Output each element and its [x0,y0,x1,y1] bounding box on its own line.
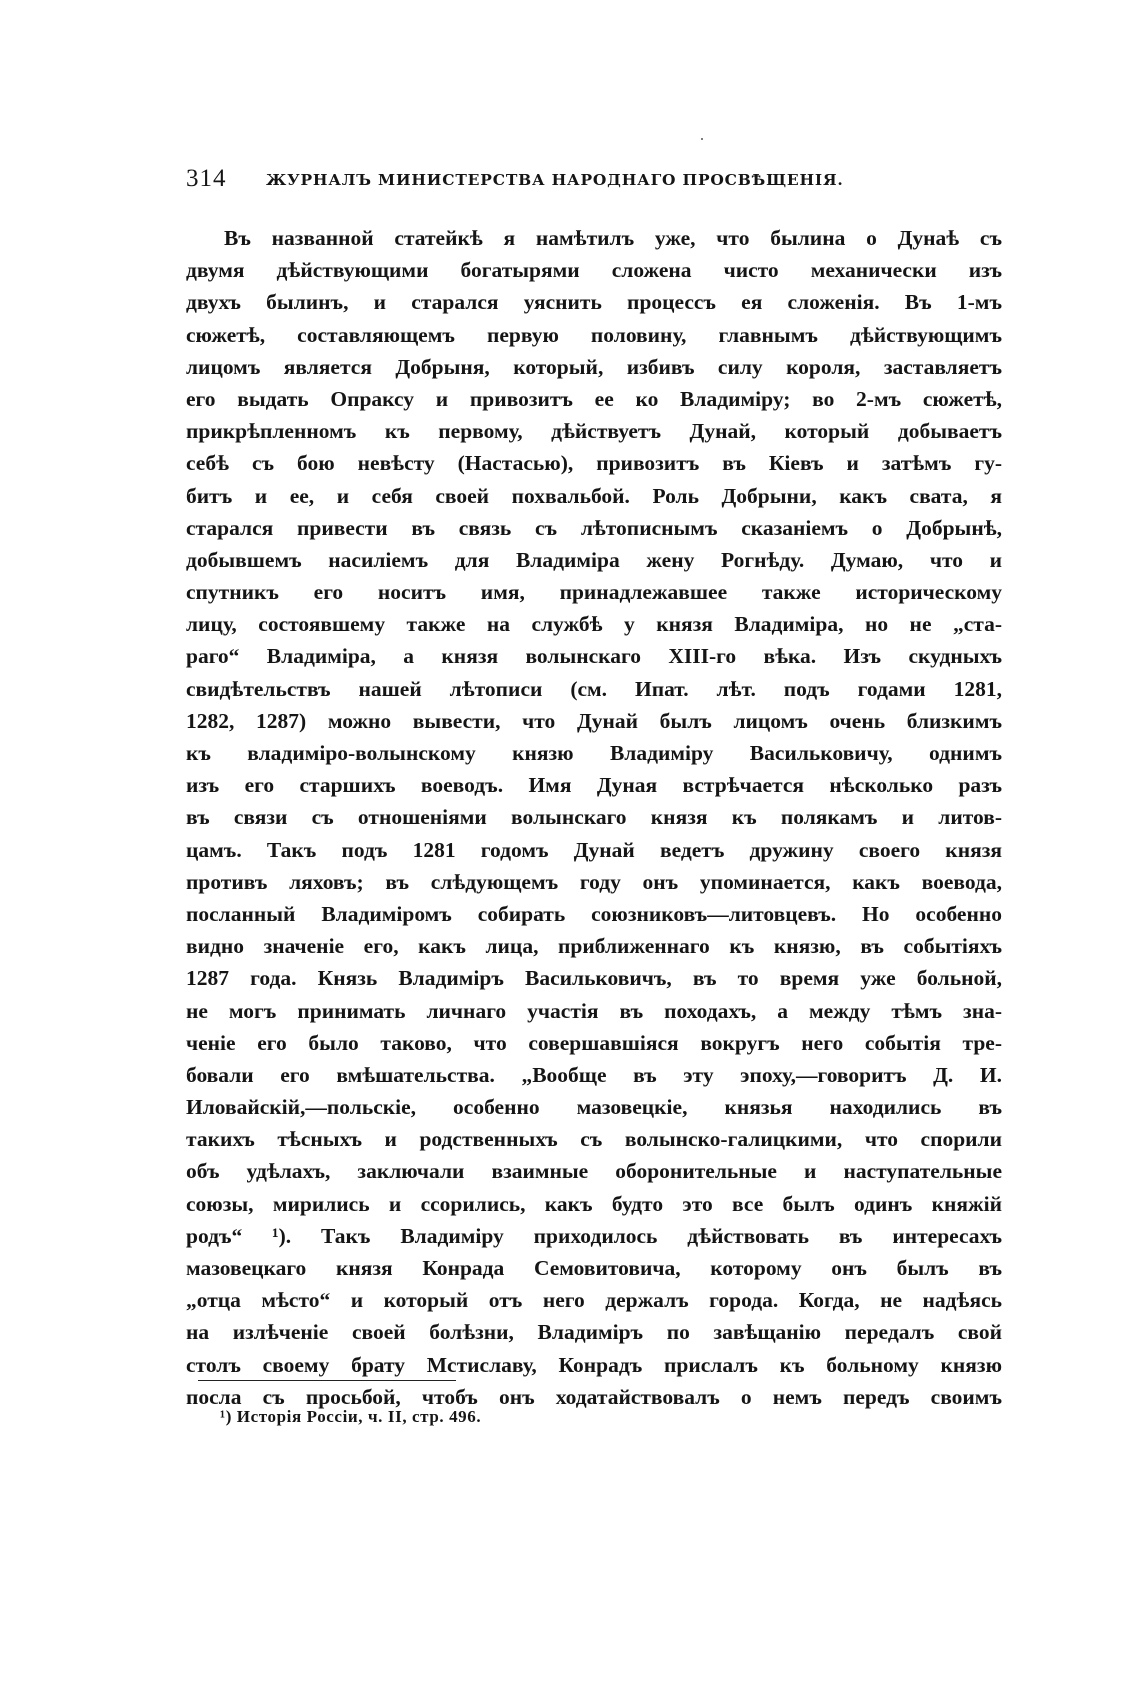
text-line: старался привести въ связь съ лѣтописнымъ сказаніемъ о Добрынѣ, [186,515,1002,540]
text-line: посланный Владиміромъ собирать союзниковъ—литовцевъ. Но особенно [186,901,1002,926]
text-line: лицу, состоявшему также на службѣ у князя Владиміра, но не „ста- [186,612,1002,637]
page-header [186,165,946,201]
text-line: прикрѣпленномъ къ первому, дѣйствуетъ Дунай, который добываетъ [186,419,1002,444]
text-line: изъ его старшихъ воеводъ. Имя Дуная встрѣчается нѣсколько разъ [186,773,1002,798]
text-line: посла съ просьбой, чтобъ онъ ходатайствовалъ о немъ передъ своимъ [186,1384,1002,1409]
page-number: 314 [186,165,227,192]
text-line: видно значеніе его, какъ лица, приближеннаго къ князю, въ событіяхъ [186,934,1002,959]
text-line: родъ“ ¹). Такъ Владиміру приходилось дѣйствовать въ интересахъ [186,1223,1002,1248]
text-line: себѣ съ бою невѣсту (Настасью), привозитъ въ Кіевъ и затѣмъ гу- [186,451,1002,476]
text-line: раго“ Владиміра, а князя волынскаго XIII-го вѣка. Изъ скудныхъ [186,644,1002,669]
text-line: лицомъ является Добрыня, который, избивъ силу короля, заставляетъ [186,354,1002,379]
text-line: Иловайскій,—польскіе, особенно мазовецкіе, князья находились въ [186,1095,1002,1120]
text-line: цамъ. Такъ подъ 1281 годомъ Дунай ведетъ дружину своего князя [186,837,1002,862]
footnote: ¹) Исторія Россіи, ч. II, стр. 496. [220,1407,482,1426]
print-speck [701,138,703,140]
text-line: союзы, мирились и ссорились, какъ будто это все былъ одинъ княжій [186,1191,1002,1216]
text-line: столъ своему брату Мстиславу, Конрадъ прислалъ къ больному князю [186,1352,1002,1377]
text-line: къ владиміро-волынскому князю Владиміру Васильковичу, однимъ [186,741,1002,765]
text-line: мазовецкаго князя Конрада Семовитовича, которому онъ былъ въ [186,1256,1002,1280]
paragraph-first-line: Въ названной статейкѣ я намѣтилъ уже, что былина о Дунаѣ съ [224,226,1002,250]
text-line: бовали его вмѣшательства. „Вообще въ эту эпоху,—говоритъ Д. И. [186,1062,1002,1087]
text-line: свидѣтельствъ нашей лѣтописи (см. Ипат. лѣт. подъ годами 1281, [186,676,1002,701]
text-line: двумя дѣйствующими богатырями сложена чисто механически изъ [186,258,1002,283]
text-line: добывшемъ насиліемъ для Владиміра жену Рогнѣду. Думаю, что и [186,547,1002,572]
footnote-rule [198,1380,456,1381]
running-title: ЖУРНАЛЪ МИНИСТЕРСТВА НАРОДНАГО ПРОСВѢЩЕНІЯ. [266,171,844,189]
text-line: двухъ былинъ, и старался уяснить процессъ ея сложенія. Въ 1-мъ [186,290,1002,315]
text-line: сюжетѣ, составляющемъ первую половину, главнымъ дѣйствующимъ [186,322,1002,347]
text-line: такихъ тѣсныхъ и родственныхъ съ волынско-галицкими, что спорили [186,1127,1002,1152]
text-line: битъ и ее, и себя своей похвальбой. Роль Добрыни, какъ свата, я [186,483,1002,508]
text-line: 1282, 1287) можно вывести, что Дунай былъ лицомъ очень близкимъ [186,708,1002,733]
text-line: въ связи съ отношеніями волынскаго князя къ полякамъ и литов- [186,805,1002,830]
text-line: его выдать Опраксу и привозитъ ее ко Владиміру; во 2-мъ сюжетѣ, [186,386,1002,411]
text-line: не могъ принимать личнаго участія въ походахъ, а между тѣмъ зна- [186,998,1002,1023]
body-text [186,222,1002,1413]
text-line: противъ ляховъ; въ слѣдующемъ году онъ упоминается, какъ воевода, [186,869,1002,894]
text-line: объ удѣлахъ, заключали взаимные оборонительные и наступательные [186,1159,1002,1184]
text-line: ченіе его было таково, что совершавшіяся вокругъ него событія тре- [186,1030,1002,1055]
text-line: на излѣченіе своей болѣзни, Владиміръ по завѣщанію передалъ свой [186,1320,1002,1345]
text-line: спутникъ его носитъ имя, принадлежавшее также историческому [186,580,1002,605]
text-line: „отца мѣсто“ и который отъ него держалъ города. Когда, не надѣясь [186,1288,1002,1313]
text-line: 1287 года. Князь Владиміръ Васильковичъ, въ то время уже больной, [186,966,1002,991]
